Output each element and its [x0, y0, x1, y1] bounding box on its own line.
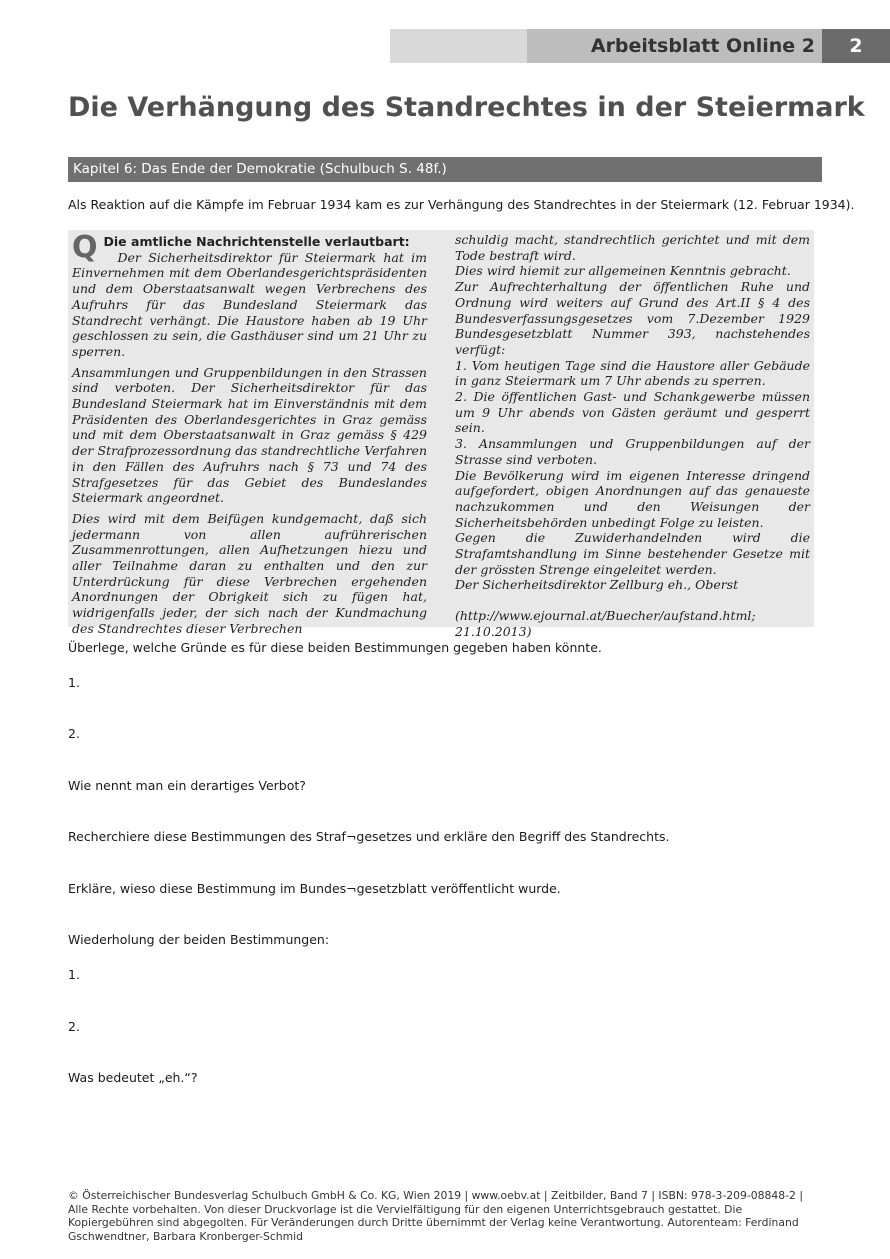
- quote-paragraph: Die Bevölkerung wird im eigenen Interesse dringend aufgefordert, obigen Anordnungen auf das genaueste nachzukommen und den Weisungen der Sicherheitsbehörden unbedingt Folge zu leisten.: [455, 467, 810, 530]
- intro-text: Als Reaktion auf die Kämpfe im Februar 1934 kam es zur Verhängung des Standrechtes in der Steiermark (12. Februar 1934).: [68, 197, 855, 212]
- quote-paragraph: 2. Die öffentlichen Gast- und Schankgewerbe müssen um 9 Uhr abends von Gästen geräumt und gesperrt sein.: [455, 389, 810, 436]
- task-prompt: Recherchiere diese Bestimmungen des Straf¬gesetzes und erkläre den Begriff des Standrechts.: [68, 829, 670, 844]
- task-answer-line: 2.: [68, 726, 80, 741]
- quote-icon: Q: [72, 230, 98, 265]
- task-answer-line: 1.: [68, 967, 80, 982]
- task-prompt: Wiederholung der beiden Bestimmungen:: [68, 932, 330, 947]
- task-prompt: Überlege, welche Gründe es für diese beiden Bestimmungen gegeben haben könnte.: [68, 640, 602, 655]
- task-prompt: Erkläre, wieso diese Bestimmung im Bundes¬gesetzblatt veröffentlicht wurde.: [68, 881, 561, 896]
- chapter-bar: Kapitel 6: Das Ende der Demokratie (Schulbuch S. 48f.): [68, 157, 822, 182]
- quote-column-right: [455, 232, 810, 640]
- quote-paragraph: Zur Aufrechterhaltung der öffentlichen Ruhe und Ordnung wird weiters auf Grund des Art.II § 4 des Bundesverfassungsgesetzes vom 7.Dezember 1929 Bundesgesetzblatt Nummer 393, nachstehendes verfügt:: [455, 279, 810, 357]
- task-answer-line: 2.: [68, 1019, 80, 1034]
- quote-heading: Die amtliche Nachrichtenstelle verlautbart:: [103, 234, 410, 249]
- task-answer-line: 1.: [68, 675, 80, 690]
- copyright-footer: © Österreichischer Bundesverlag Schulbuch GmbH & Co. KG, Wien 2019 | www.oebv.at | Zeitbilder, Band 7 | ISBN: 978-3-209-08848-2 | Alle Rechte vorbehalten. Von dieser Druckvorlage ist die Vervielfältigung für den eigenen Unterrichtsgebrauch gestattet. Die Kopiergebühren sind abgegolten. Für Veränderungen durch Dritte übernimmt der Verlag keine Verantwortung. Autorenteam: Ferdinand Gschwendtner, Barbara Kronberger-Schmid: [68, 1189, 803, 1243]
- task-prompt: Was bedeutet „eh.“?: [68, 1070, 198, 1085]
- quote-paragraph: Dies wird mit dem Beifügen kundgemacht, daß sich jedermann von allen aufrührerischen Zusammenrottungen, allen Aufhetzungen hiezu und aller Teilnahme daran zu enthalten und den zur Unterdrückung für diese Verbrechen ergehenden Anordnungen der Obrigkeit sich zu fügen hat, widrigenfalls jeder, der sich nach der Kundmachung des Standrechtes dieser Verbrechen: [72, 510, 427, 636]
- quote-paragraph: 3. Ansammlungen und Gruppenbildungen auf der Strasse sind verboten.: [455, 436, 810, 467]
- quote-box: [68, 230, 814, 639]
- quote-column-left: [72, 230, 427, 642]
- quote-paragraph: Der Sicherheitsdirektor für Steiermark hat im Einvernehmen mit dem Oberlandesgerichtspräsidenten und dem Oberstaatsanwalt wegen Verbrechens des Aufruhrs für das Bundesland Steiermark das Standrecht verhängt. Die Haustore haben ab 19 Uhr geschlossen zu sein, die Gasthäuser sind um 21 Uhr zu sperren.: [72, 249, 427, 359]
- page-title: Die Verhängung des Standrechtes in der Steiermark: [68, 92, 865, 123]
- quote-signature: Der Sicherheitsdirektor Zellburg eh., Oberst: [455, 577, 739, 593]
- quote-paragraph: Dies wird hiemit zur allgemeinen Kenntnis gebracht.: [455, 263, 791, 279]
- quote-paragraph: Ansammlungen und Gruppenbildungen in den Strassen sind verboten. Der Sicherheitsdirektor für das Bundesland Steiermark hat im Einverständnis mit dem Präsidenten des Oberlandesgerichtes in Graz gemäss und mit dem Oberstaatsanwalt in Graz gemäss § 429 der Strafprozessordnung das standrechtliche Verfahren in den Fällen des Aufruhrs nach § 73 und 74 des Strafgesetzes für das Gebiet des Bundeslandes Steiermark angeordnet.: [72, 364, 427, 506]
- task-prompt: Wie nennt man ein derartiges Verbot?: [68, 778, 306, 793]
- worksheet-label: Arbeitsblatt Online 2: [590, 35, 815, 57]
- page-number: 2: [822, 29, 890, 63]
- header-band-light: [390, 29, 527, 63]
- quote-paragraph: Gegen die Zuwiderhandelnden wird die Strafamtshandlung im Sinne bestehender Gesetze mit der grössten Strenge eingeleitet werden.: [455, 530, 810, 577]
- quote-source: (http://www.ejournal.at/Buecher/aufstand.html; 21.10.2013): [455, 608, 756, 639]
- quote-paragraph: schuldig macht, standrechtlich gerichtet und mit dem Tode bestraft wird.: [455, 232, 810, 263]
- quote-paragraph: 1. Vom heutigen Tage sind die Haustore aller Gebäude in ganz Steiermark um 7 Uhr abends zu sperren.: [455, 357, 810, 389]
